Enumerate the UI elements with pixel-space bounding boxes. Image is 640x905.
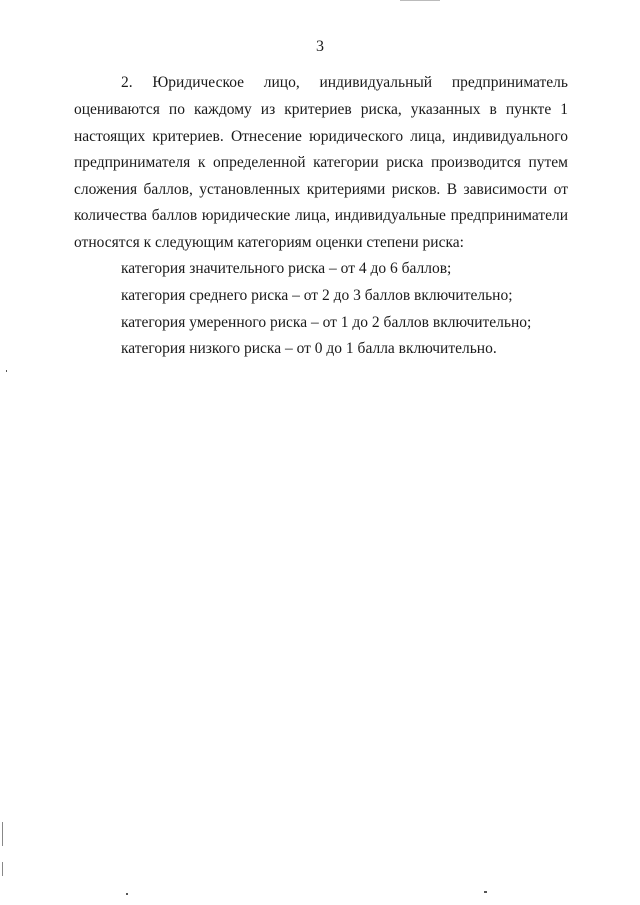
paragraph-line: количества баллов юридические лица, индивидуальные предприниматели bbox=[74, 207, 568, 224]
paragraph-line: оцениваются по каждому из критериев риска, указанных в пункте 1 bbox=[74, 101, 568, 118]
paragraph-line: относятся к следующим категориям оценки степени риска: bbox=[74, 234, 464, 251]
page-number: 3 bbox=[316, 38, 324, 55]
scan-speck bbox=[6, 370, 7, 372]
list-item: категория значительного риска – от 4 до 6 баллов; bbox=[121, 260, 452, 277]
paragraph-line: 2. Юридическое лицо, индивидуальный предприниматель bbox=[121, 74, 568, 91]
list-item: категория умеренного риска – от 1 до 2 баллов включительно; bbox=[121, 314, 532, 331]
paragraph-line: сложения баллов, установленных критериями рисков. В зависимости от bbox=[74, 181, 568, 198]
scan-speck bbox=[126, 893, 128, 895]
scan-edge-mark bbox=[2, 862, 3, 876]
scan-speck bbox=[484, 891, 487, 893]
paragraph-line: предпринимателя к определенной категории риска производится путем bbox=[74, 154, 568, 171]
list-item: категория низкого риска – от 0 до 1 балла включительно. bbox=[121, 340, 497, 357]
scan-edge-mark bbox=[2, 822, 3, 846]
list-item: категория среднего риска – от 2 до 3 баллов включительно; bbox=[121, 287, 513, 304]
paragraph-line: настоящих критериев. Отнесение юридического лица, индивидуального bbox=[74, 128, 568, 145]
scan-edge-mark bbox=[400, 0, 440, 1]
